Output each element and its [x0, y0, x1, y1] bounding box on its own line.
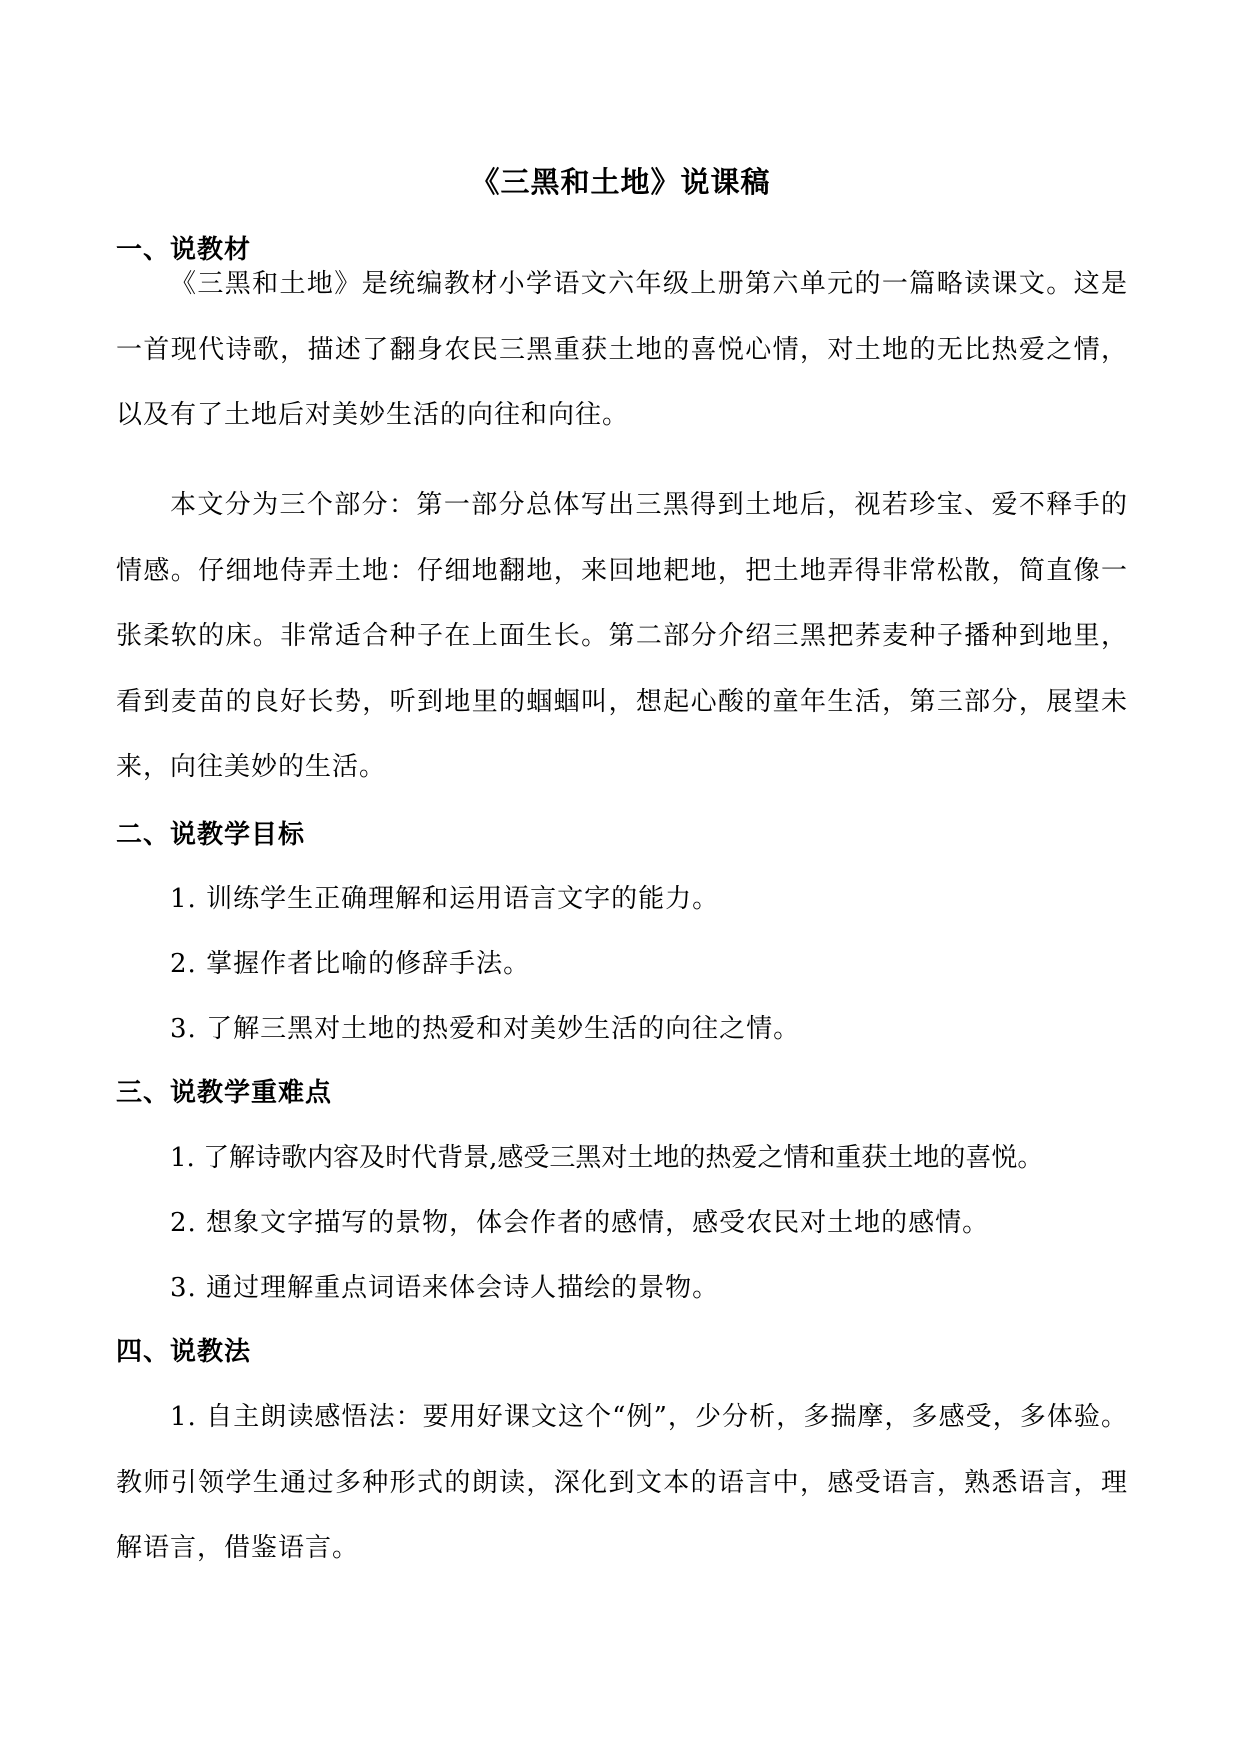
paragraph-method-1: 1. 自主朗读感悟法：要用好课文这个“例”，少分析，多揣摩，多感受，多体验。教师引领学生通过多种形式的朗读，深化到文本的语言中，感受语言，熟悉语言，理解语言，借鉴语言。 — [116, 1402, 1128, 1563]
key-point-item-3: 3. 通过理解重点词语来体会诗人描绘的景物。 — [170, 1273, 720, 1303]
section-heading-teaching-material: 一、说教材 — [116, 235, 252, 265]
goal-item-3: 3. 了解三黑对土地的热爱和对美妙生活的向往之情。 — [170, 1014, 801, 1044]
section-heading-teaching-goals: 二、说教学目标 — [116, 820, 306, 850]
document-title: 《三黑和土地》说课稿 — [470, 165, 771, 199]
goal-item-1: 1. 训练学生正确理解和运用语言文字的能力。 — [170, 884, 720, 914]
section-heading-teaching-methods: 四、说教法 — [116, 1337, 252, 1367]
section-heading-key-points: 三、说教学重难点 — [116, 1078, 333, 1108]
key-point-item-1: 1. 了解诗歌内容及时代背景,感受三黑对土地的热爱之情和重获土地的喜悦。 — [170, 1143, 1044, 1173]
key-point-item-2: 2. 想象文字描写的景物，体会作者的感情，感受农民对土地的感情。 — [170, 1208, 990, 1238]
goal-item-2: 2. 掌握作者比喻的修辞手法。 — [170, 949, 531, 979]
paragraph-intro: 《三黑和土地》是统编教材小学语文六年级上册第六单元的一篇略读课文。这是一首现代诗歌，描述了翻身农民三黑重获土地的喜悦心情，对土地的无比热爱之情，以及有了土地后对美妙生活的向往和向往。 — [116, 269, 1128, 430]
paragraph-structure: 本文分为三个部分：第一部分总体写出三黑得到土地后，视若珍宝、爱不释手的情感。仔细地侍弄土地：仔细地翻地，来回地耙地，把土地弄得非常松散，简直像一张柔软的床。非常适合种子在上面生长。第二部分介绍三黑把荞麦种子播种到地里，看到麦苗的良好长势，听到地里的蝈蝈叫，想起心酸的童年生活，第三部分，展望未来，向往美妙的生活。 — [116, 490, 1128, 782]
